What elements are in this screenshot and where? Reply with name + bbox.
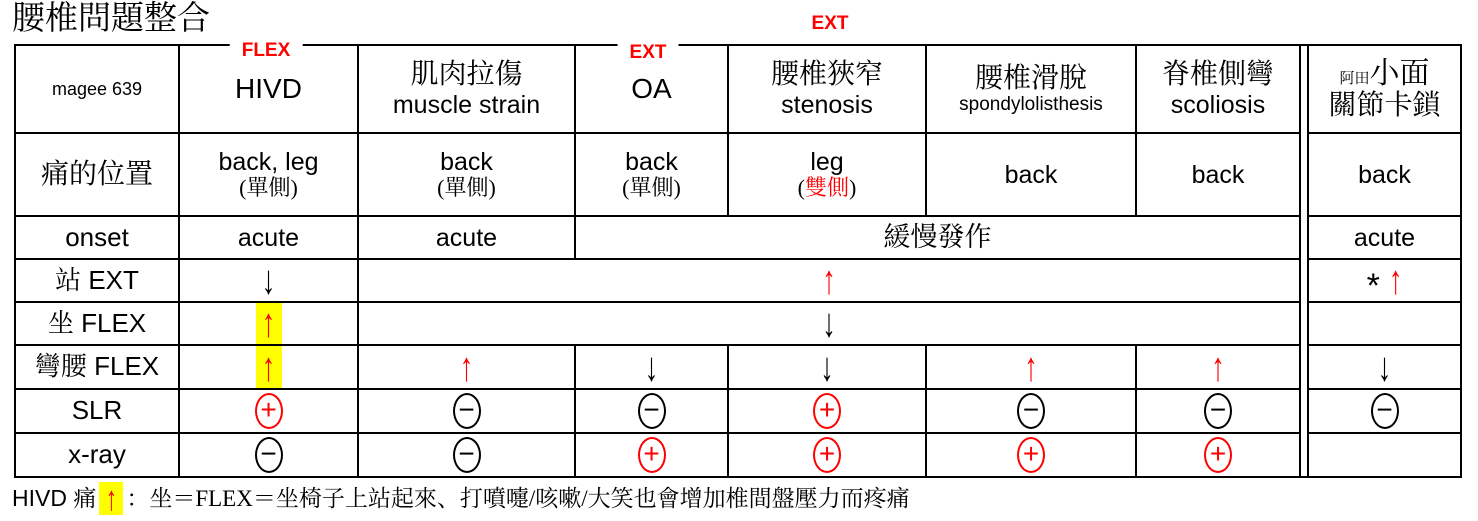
cell-xray-spondylolisthesis xyxy=(927,434,1137,478)
cell-standext-facet xyxy=(1309,260,1462,303)
cell-slr-oa xyxy=(576,390,729,434)
row-label-stand-ext: 站 EXT xyxy=(16,260,180,303)
yellow-highlight xyxy=(99,478,123,518)
double-border-gap xyxy=(1301,346,1309,390)
row-label-slr: SLR xyxy=(16,390,180,434)
circled-minus-icon: − xyxy=(255,437,283,473)
header-facet-line1 xyxy=(1339,57,1429,91)
down-arrow-icon: ↓ xyxy=(822,303,836,346)
circled-plus-icon: + xyxy=(1204,437,1232,473)
header-facet-lock xyxy=(1309,46,1462,134)
row-label-sit-flex: 坐 FLEX xyxy=(16,303,180,346)
circled-minus-icon: − xyxy=(1371,393,1399,429)
cell-slr-facet xyxy=(1309,390,1462,434)
pain-muscle-line1: back xyxy=(440,148,493,177)
cell-standext-span xyxy=(359,260,1301,303)
double-border-gap xyxy=(1301,46,1309,134)
up-arrow-icon: ↑ xyxy=(1211,346,1225,389)
footnote-pre: HIVD 痛 xyxy=(12,484,97,511)
up-arrow-icon: ↑ xyxy=(105,478,118,518)
cell-pain-stenosis xyxy=(729,134,927,217)
cell-xray-muscle xyxy=(359,434,576,478)
circled-minus-icon: − xyxy=(453,393,481,429)
cell-onset-hivd: acute xyxy=(180,217,359,260)
ext-annotation-oa: EXT xyxy=(618,40,679,64)
header-stenosis-en: stenosis xyxy=(781,90,873,119)
double-border-gap xyxy=(1301,260,1309,303)
header-spondylolisthesis xyxy=(927,46,1137,134)
ext-annotation-stenosis: EXT xyxy=(811,13,849,34)
paren-close: ) xyxy=(849,175,857,201)
pain-stenosis-bilateral: 雙側 xyxy=(804,175,849,201)
header-scoliosis xyxy=(1137,46,1301,134)
page-title: 腰椎問題整合 xyxy=(12,1,210,37)
header-hivd: HIVD xyxy=(180,46,359,134)
cell-bendflex-hivd xyxy=(180,346,359,390)
cell-pain-facet: back xyxy=(1309,134,1462,217)
double-border-gap xyxy=(1301,434,1309,478)
cell-onset-facet: acute xyxy=(1309,217,1462,260)
header-scoliosis-en: scoliosis xyxy=(1170,90,1266,119)
cell-bendflex-oa xyxy=(576,346,729,390)
cell-xray-stenosis xyxy=(729,434,927,478)
pain-oa-line1: back xyxy=(625,148,678,177)
circled-plus-icon: + xyxy=(255,393,283,429)
cell-slr-stenosis xyxy=(729,390,927,434)
cell-pain-oa xyxy=(576,134,729,217)
circled-minus-icon: − xyxy=(638,393,666,429)
cell-bendflex-stenosis xyxy=(729,346,927,390)
cell-pain-spondylolisthesis: back xyxy=(927,134,1137,217)
cell-pain-scoliosis: back xyxy=(1137,134,1301,217)
row-label-onset: onset xyxy=(16,217,180,260)
cell-xray-scoliosis xyxy=(1137,434,1301,478)
cell-slr-muscle xyxy=(359,390,576,434)
down-arrow-icon: ↓ xyxy=(261,260,276,303)
circled-minus-icon: − xyxy=(1204,393,1232,429)
cell-slr-spondylolisthesis xyxy=(927,390,1137,434)
up-arrow-icon: ↑ xyxy=(261,346,276,389)
pain-hivd-line1: back, leg xyxy=(218,148,319,177)
cell-onset-muscle: acute xyxy=(359,217,576,260)
cell-xray-oa xyxy=(576,434,729,478)
footnote-post: ：坐＝FLEX＝坐椅子上站起來、打噴嚏/咳嗽/大笑也會增加椎間盤壓力而疼痛 xyxy=(126,485,910,511)
circled-minus-icon: − xyxy=(1017,393,1045,429)
row-label-xray: x-ray xyxy=(16,434,180,478)
asterisk: * xyxy=(1366,266,1380,303)
flex-annotation-hivd: FLEX xyxy=(230,38,303,62)
row-label-pain-location: 痛的位置 xyxy=(16,134,180,217)
cell-pain-muscle xyxy=(359,134,576,217)
cell-sitflex-hivd xyxy=(180,303,359,346)
cell-bendflex-spondylolisthesis xyxy=(927,346,1137,390)
header-muscle-strain xyxy=(359,46,576,134)
cell-xray-hivd xyxy=(180,434,359,478)
double-border-gap xyxy=(1301,303,1309,346)
cell-sitflex-facet-empty xyxy=(1309,303,1462,346)
yellow-highlight xyxy=(256,346,282,388)
circled-plus-icon: + xyxy=(813,437,841,473)
yellow-highlight xyxy=(256,303,282,344)
circled-plus-icon: + xyxy=(813,393,841,429)
pain-stenosis-line1: leg xyxy=(810,148,844,177)
paren-open: ( xyxy=(797,175,805,201)
comparison-table xyxy=(14,44,1462,478)
pain-hivd-line2: (單側) xyxy=(239,175,298,201)
up-arrow-icon: ↑ xyxy=(822,260,836,303)
footnote xyxy=(12,478,910,518)
cell-xray-facet-empty xyxy=(1309,434,1462,478)
down-arrow-icon: ↓ xyxy=(1377,346,1392,389)
down-arrow-icon: ↓ xyxy=(644,346,659,389)
header-spondylolisthesis-en: spondylolisthesis xyxy=(959,94,1103,116)
cell-standext-hivd xyxy=(180,260,359,303)
cell-bendflex-scoliosis xyxy=(1137,346,1301,390)
header-stenosis xyxy=(729,46,927,134)
up-arrow-icon: ↑ xyxy=(1388,260,1403,303)
header-facet-zh2: 關節卡鎖 xyxy=(1328,90,1441,122)
header-spondylolisthesis-zh: 腰椎滑脫 xyxy=(974,62,1087,94)
header-stenosis-zh: 腰椎狹窄 xyxy=(770,59,883,91)
cell-bendflex-muscle xyxy=(359,346,576,390)
cell-bendflex-facet xyxy=(1309,346,1462,390)
circled-minus-icon: − xyxy=(453,437,481,473)
header-muscle-strain-en: muscle strain xyxy=(392,90,541,119)
double-border-gap xyxy=(1301,390,1309,434)
double-border-gap xyxy=(1301,134,1309,217)
pain-stenosis-line2 xyxy=(798,176,857,201)
cell-onset-gradual-span: 緩慢發作 xyxy=(576,217,1301,260)
cell-slr-scoliosis xyxy=(1137,390,1301,434)
header-oa: OA xyxy=(576,46,729,134)
up-arrow-icon: ↑ xyxy=(459,346,474,389)
header-muscle-strain-zh: 肌肉拉傷 xyxy=(410,59,523,91)
double-border-gap xyxy=(1301,217,1309,260)
cell-pain-hivd xyxy=(180,134,359,217)
header-scoliosis-zh: 脊椎側彎 xyxy=(1161,59,1274,91)
circled-plus-icon: + xyxy=(1017,437,1045,473)
pain-muscle-line2: (單側) xyxy=(437,175,496,201)
header-facet-author: 阿田 xyxy=(1339,70,1370,87)
up-arrow-icon: ↑ xyxy=(261,303,276,346)
header-facet-zh1: 小面 xyxy=(1369,56,1430,90)
cell-slr-hivd xyxy=(180,390,359,434)
cell-sitflex-span xyxy=(359,303,1301,346)
down-arrow-icon: ↓ xyxy=(820,346,834,389)
up-arrow-icon: ↑ xyxy=(1024,346,1038,389)
row-label-bend-flex: 彎腰 FLEX xyxy=(16,346,180,390)
corner-cell: magee 639 xyxy=(16,46,180,134)
pain-oa-line2: (單側) xyxy=(622,175,681,201)
circled-plus-icon: + xyxy=(638,437,666,473)
